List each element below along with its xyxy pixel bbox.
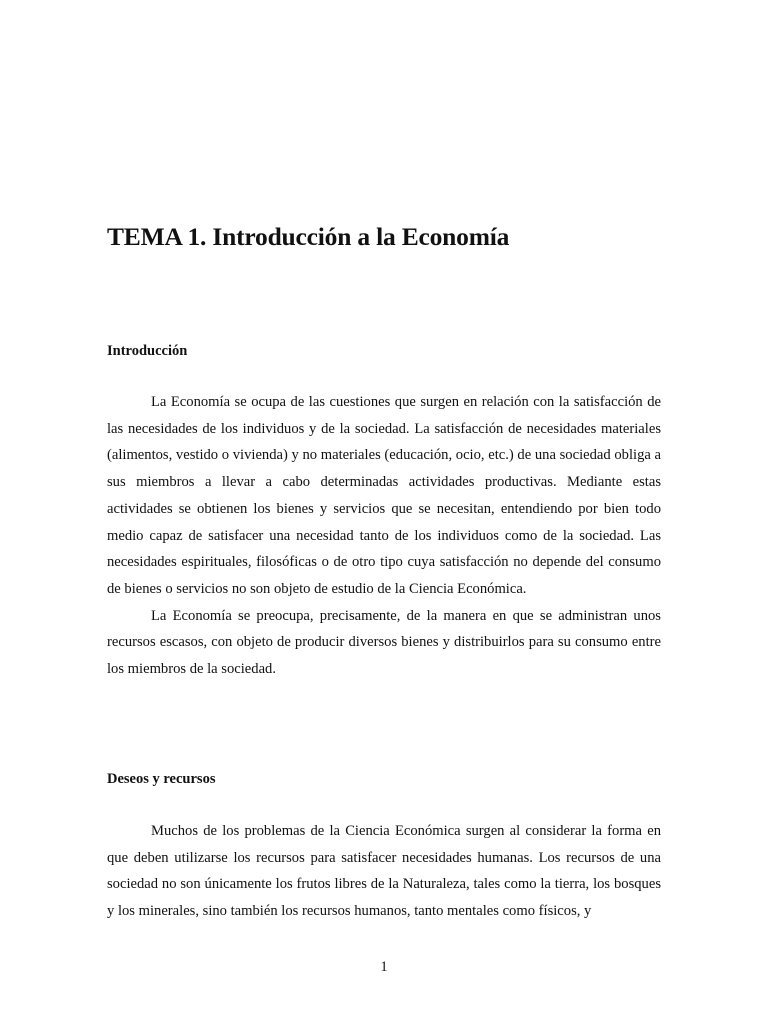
page-number: 1 xyxy=(380,959,388,975)
section-body-deseos-y-recursos xyxy=(107,818,661,925)
section-heading-introduccion: Introducción xyxy=(107,343,188,359)
paragraph: Muchos de los problemas de la Ciencia Económica surgen al considerar la forma en que deben utilizarse los recursos para satisfacer necesidades humanas. Los recursos de una sociedad no son únicamente los frutos libres de la Naturaleza, tales como la tierra, los bosques y los minerales, sino también los recursos humanos, tanto mentales como físicos, y xyxy=(107,823,661,920)
page-title: TEMA 1. Introducción a la Economía xyxy=(107,222,510,251)
paragraph: La Economía se ocupa de las cuestiones que surgen en relación con la satisfacción de las necesidades de los individuos y de la sociedad. La satisfacción de necesidades materiales (alimentos, vestido o vivienda) y no materiales (educación, ocio, etc.) de una sociedad obliga a sus miembros a llevar a cabo determinadas actividades productivas. Mediante estas actividades se obtienen los bienes y servicios que se necesitan, entendiendo por bien todo medio capaz de satisfacer una necesidad tanto de los individuos como de la sociedad. Las necesidades espirituales, filosóficas o de otro tipo cuya satisfacción no depende del consumo de bienes o servicios no son objeto de estudio de la Ciencia Económica. xyxy=(107,394,661,597)
section-heading-deseos-y-recursos: Deseos y recursos xyxy=(107,771,216,787)
paragraph: La Economía se preocupa, precisamente, de la manera en que se administran unos recursos escasos, con objeto de producir diversos bienes y distribuirlos para su consumo entre los miembros de la sociedad. xyxy=(107,607,661,678)
section-body-introduccion xyxy=(107,389,661,683)
